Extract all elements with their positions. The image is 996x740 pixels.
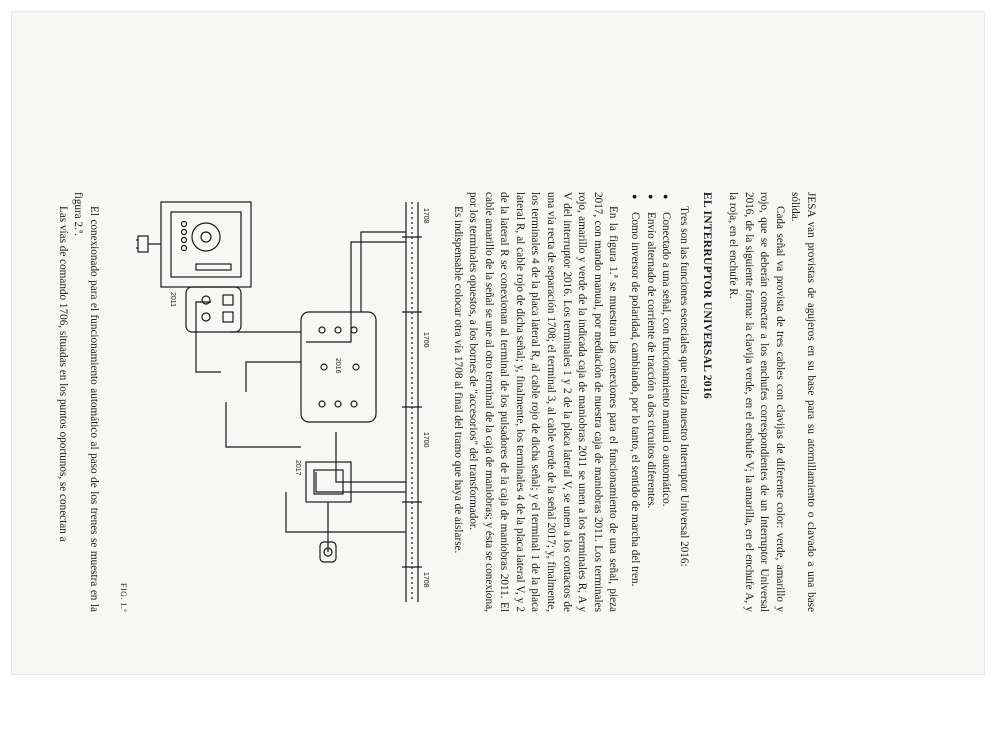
function-item: ● Envío alternado de corriente de tracción a dos circuitos diferentes. (642, 206, 658, 612)
functions-intro: Tres son las funciones esenciales que realiza nuestro Interruptor Universal 2016: (677, 206, 690, 567)
box-label: 2016 (334, 358, 341, 374)
track-label: 1700 (422, 332, 429, 348)
figure-wiring-diagram (136, 192, 446, 612)
track-label: 1700 (422, 432, 429, 448)
transformer (136, 202, 251, 287)
functions-list (626, 192, 673, 612)
signal-2017 (306, 462, 351, 562)
body-text (449, 192, 818, 612)
box-label: 2017 (294, 460, 301, 476)
figure-paragraph: En la figura 1.ª se muestran las conexiones para el funcionamiento de una señal, pieza 2017, con mando manual, por mediación de nuestra caja de maniobras 2011. Los terminales rojo, amarillo y verde de la indicada caja de maniobras 2011 se unen a los terminales R, A y V del interruptor 2016. Los terminales 1 y 2 de la placa lateral V, se unen a los contactos de una vía recta de separación 1708; el terminal 3, al cable verde de la señal 2017; y, finalmente, los terminales 4 de la placa lateral R, al cable rojo de dicha señal; y el terminal 1 de la placa lateral R, al cable rojo de dicha señal; y, finalmente, los terminales 4 de la placa lateral V, y 2 de la lateral R se conexionan al terminal de los pulsadores de la caja de maniobras 2011. El cable amarillo de la señal se une al otro terminal de la caja de maniobras; y ésta se conexiona, por los terminales opuestos, a los bornes de "accesorios" del transformador. (467, 192, 620, 612)
last-paragraph: Las vías de comando 1706, situadas en los puntos oportunos, se conectan a (56, 206, 69, 542)
caja-maniobras-2011 (186, 287, 241, 332)
track-label: 1708 (422, 572, 429, 588)
track-label: 1708 (422, 208, 429, 224)
auto-paragraph: El conexionado para el funcionamiento automático al paso de los trenes se muestra en la figura 2.ª. (72, 192, 100, 612)
intro-paragraph: JESA van provistas de agujeros en su base para su atornillamiento o clavado a una base sólida. (789, 192, 817, 612)
section-heading: EL INTERRUPTOR UNIVERSAL 2016 (701, 192, 714, 399)
figure-caption: FIG. 1.ª (119, 583, 128, 613)
rotated-page-content (0, 54, 966, 740)
isolation-paragraph: Es indispensable colocar otra vía 1708 al final del tramo que haya de aislarse. (451, 206, 464, 554)
function-item: ● Conectado a una señal, con funcionamiento manual o automático. (658, 206, 674, 612)
lower-text (54, 192, 101, 612)
scanned-page (12, 12, 984, 674)
box-label: 2011 (169, 292, 176, 308)
track (402, 202, 422, 602)
function-item: ● Como inversor de polaridad, cambiando, por lo tanto, el sentido de marcha del tren. (626, 206, 642, 612)
cables-paragraph: Cada señal va provista de tres cables con clavijas de diferente color: verde, amarillo y rojo, que se deberán conectar a los enchufes correspondientes de un Interruptor Universal 2016, de la siguiente forma: la clavija verde, en el enchufe V; la amarilla, en el enchufe A, y la roja, en el enchufe R. (727, 192, 786, 612)
